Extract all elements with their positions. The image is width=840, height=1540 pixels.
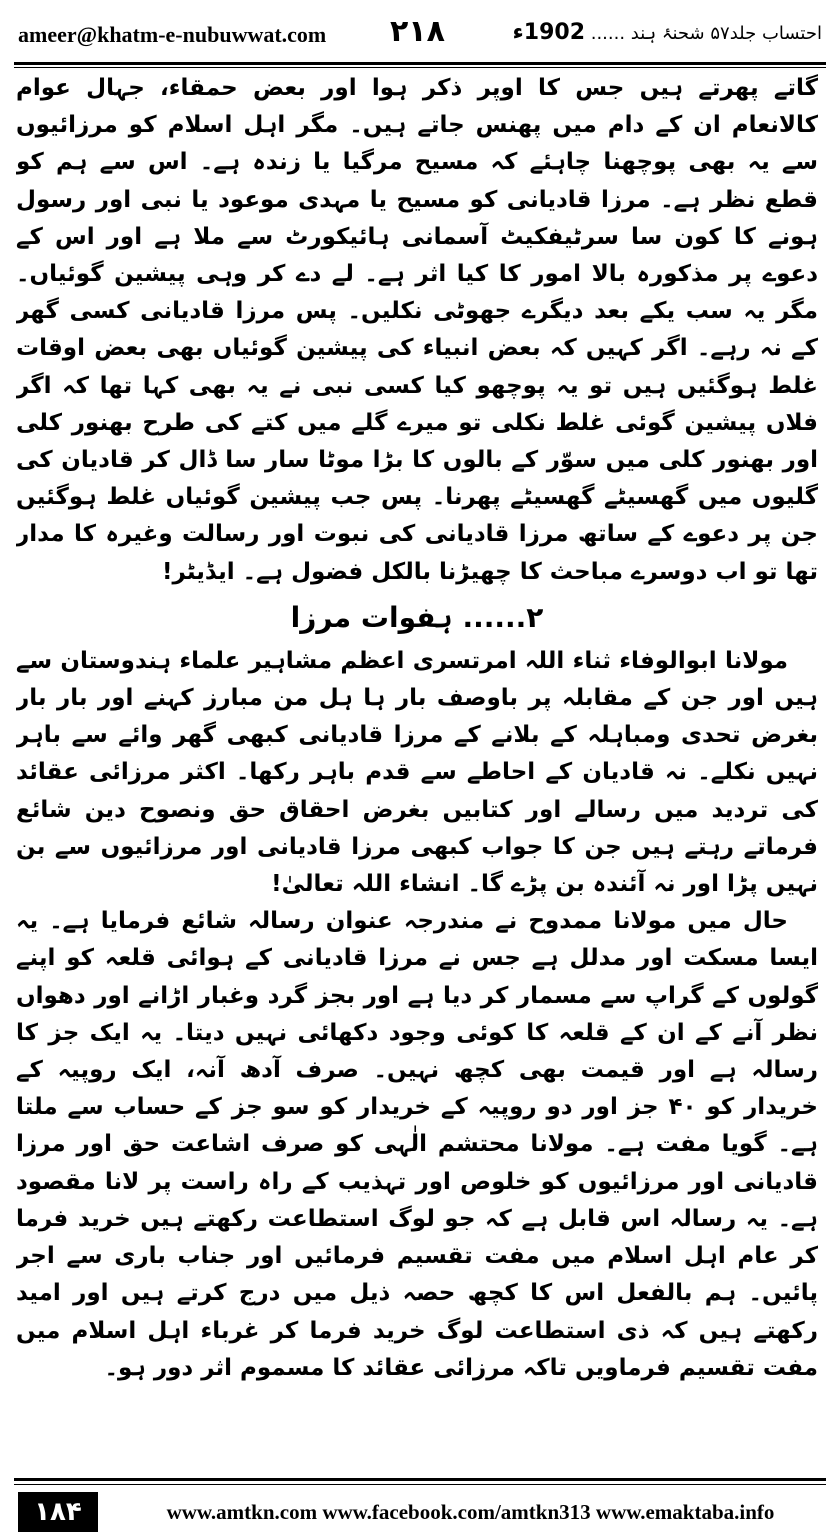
page-header [18, 14, 822, 60]
header-page-number: ۲۱۸ [390, 14, 445, 49]
footer-links[interactable]: www.amtkn.com www.facebook.com/amtkn313 www.emaktaba.info [166, 1500, 775, 1524]
header-email[interactable]: ameer@khatm-e-nubuwwat.com [18, 22, 327, 47]
header-title-prefix: احتساب جلد۵۷ شحنۂ ہند ...... [590, 23, 822, 44]
section-heading: ۲...... ہفوات مرزا [290, 600, 544, 634]
header-rule [14, 62, 826, 65]
header-rule-thin [14, 67, 826, 68]
footer-rule-thin [14, 1484, 826, 1485]
paragraph-3: حال میں مولانا ممدوح نے مندرجہ عنوان رسالہ شائع فرمایا ہے۔ یہ ایسا مسکت اور مدلل ہے جس نے مرزا قادیانی کے ہوائی قلعہ کو اپنے گولوں کے گراپ سے مسمار کر دیا ہے اور بجز گرد وغبار اڑانے اور دھواں نظر آنے کے ان کے قلعہ کا کوئی وجود دکھائی نہیں دیتا۔ یہ ایک جز کا رسالہ ہے اور قیمت بھی کچھ نہیں۔ صرف آدھ آنہ، ایک روپیہ کے خریدار کو ۴۰ جز اور دو روپیہ کے خریدار کو سو جز کے حساب سے ملتا ہے۔ گویا مفت ہے۔ مولانا محتشم الٰہی کو صرف اشاعت حق اور مرزا قادیانی اور مرزائیوں کو خلوص اور تہذیب کے راہ راست پر لانا مقصود ہے۔ یہ رسالہ اس قابل ہے کہ جو لوگ استطاعت رکھتے ہیں خرید فرما کر عام اہل اسلام میں مفت تقسیم فرمائیں اور جناب باری سے اجر پائیں۔ ہم بالفعل اس کا کچھ حصہ ذیل میں درج کرتے ہیں اور امید رکھتے ہیں کہ ذی استطاعت لوگ خرید فرما کر غرباء اہل اسلام میں مفت تقسیم فرماویں تاکہ مرزائی عقائد کا مسموم اثر دور ہو۔ [16, 908, 818, 1381]
footer-rule [14, 1478, 826, 1481]
page-body [16, 70, 818, 1470]
header-year: 1902ء [512, 20, 585, 45]
paragraph-1: گاتے پھرتے ہیں جس کا اوپر ذکر ہوا اور بعض حمقاء، جہال عوام کالانعام ان کے دام میں پھنس جاتے ہیں۔ مگر اہل اسلام کو مرزائیوں سے یہ بھی پوچھنا چاہئے کہ مسیح مرگیا یا زندہ ہے۔ اس سے ہم کو قطع نظر ہے۔ مرزا قادیانی کو مسیح یا مہدی موعود یا نبی اور رسول ہونے کا کون سا سرٹیفکیٹ آسمانی ہائیکورٹ سے ملا ہے اور اس کے دعوے پر مذکورہ بالا امور کا کیا اثر ہے۔ لے دے کر وہی پیشین گوئیاں۔ مگر یہ سب یکے بعد دیگرے جھوٹی نکلیں۔ پس مرزا قادیانی کسی گھر کے نہ رہے۔ اگر کہیں کہ بعض انبیاء کی پیشین گوئیاں بھی بعض اوقات غلط ہوگئیں ہیں تو یہ پوچھو کیا کسی نبی نے یہ بھی کہا تھا کہ اگر فلاں پیشین گوئی غلط نکلی تو میرے گلے میں کتے کی طرح بھنور کلی اور بھنور کلی میں سوّر کے بالوں کا بڑا موٹا سار سا ڈال کر قادیان کی گلیوں میں گھسیٹے گھسیٹے پھرنا۔ پس جب پیشین گوئیاں غلط ہوگئیں جن پر دعوے کے ساتھ مرزا قادیانی کی نبوت اور رسالت وغیرہ کا مدار تھا تو اب دوسرے مباحث کا چھیڑنا بالکل فضول ہے۔ ایڈیٹر! [16, 75, 818, 585]
paragraph-2: مولانا ابوالوفاء ثناء اللہ امرتسری اعظم مشاہیر علماء ہندوستان سے ہیں اور جن کے مقابلہ پر باوصف بار ہا ہل من مبارز کہنے اور بار بار بغرض تحدی ومباہلہ کے بلانے کے مرزا قادیانی کبھی گھر وائے سے باہر نہیں نکلے۔ نہ قادیان کے احاطے سے قدم باہر رکھا۔ اکثر مرزائی عقائد کی تردید میں رسالے اور کتابیں بغرض احقاق حق ونصوح دین شائع فرماتے رہتے ہیں جن کا جواب کبھی مرزا قادیانی اور مرزائیوں سے بن نہیں پڑا اور نہ آئندہ بن پڑے گا۔ انشاء اللہ تعالیٰ! [16, 647, 818, 898]
footer-page-number: ۱۸۴ [18, 1492, 98, 1532]
header-title [513, 20, 822, 45]
